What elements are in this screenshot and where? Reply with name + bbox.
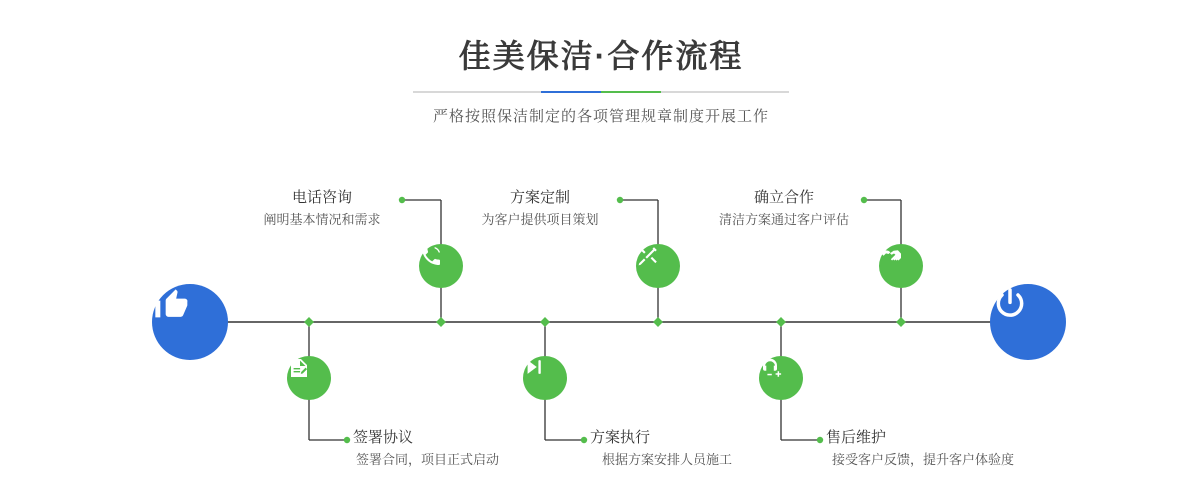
step-title: 售后维护 (826, 429, 887, 446)
step-label-plan-custom (460, 188, 620, 230)
step-desc: 接受客户反馈，提升客户体验度 (831, 452, 1014, 467)
step-node-sign-agreement[interactable] (287, 356, 331, 400)
step-node-phone-consult[interactable] (419, 244, 463, 288)
step-label-confirm-cooperation (704, 188, 864, 230)
step-node-confirm-cooperation[interactable] (879, 244, 923, 288)
step-title: 方案定制 (509, 189, 570, 206)
step-node-plan-custom[interactable] (636, 244, 680, 288)
step-desc: 清洁方案通过客户评估 (718, 212, 849, 227)
step-desc: 为客户提供项目策划 (481, 212, 599, 227)
step-title: 确立合作 (753, 189, 814, 206)
step-desc: 根据方案安排人员施工 (601, 452, 732, 467)
step-desc: 阐明基本情况和需求 (263, 212, 381, 227)
page-subtitle: 严格按照保洁制定的各项管理规章制度开展工作 (432, 108, 769, 125)
step-title: 方案执行 (590, 429, 651, 446)
page-title: 佳美保洁·合作流程 (458, 38, 744, 74)
step-label-after-sales (798, 428, 1048, 470)
flow-start-node[interactable] (152, 284, 228, 360)
step-node-after-sales[interactable] (759, 356, 803, 400)
step-title: 签署协议 (353, 429, 414, 446)
step-node-plan-execute[interactable] (523, 356, 567, 400)
step-label-sign-agreement (325, 428, 530, 470)
step-label-plan-execute (562, 428, 772, 470)
step-desc: 签署合同，项目正式启动 (355, 452, 499, 467)
step-label-phone-consult (242, 188, 402, 230)
flow-end-node[interactable] (990, 284, 1066, 360)
step-title: 电话咨询 (291, 189, 352, 206)
